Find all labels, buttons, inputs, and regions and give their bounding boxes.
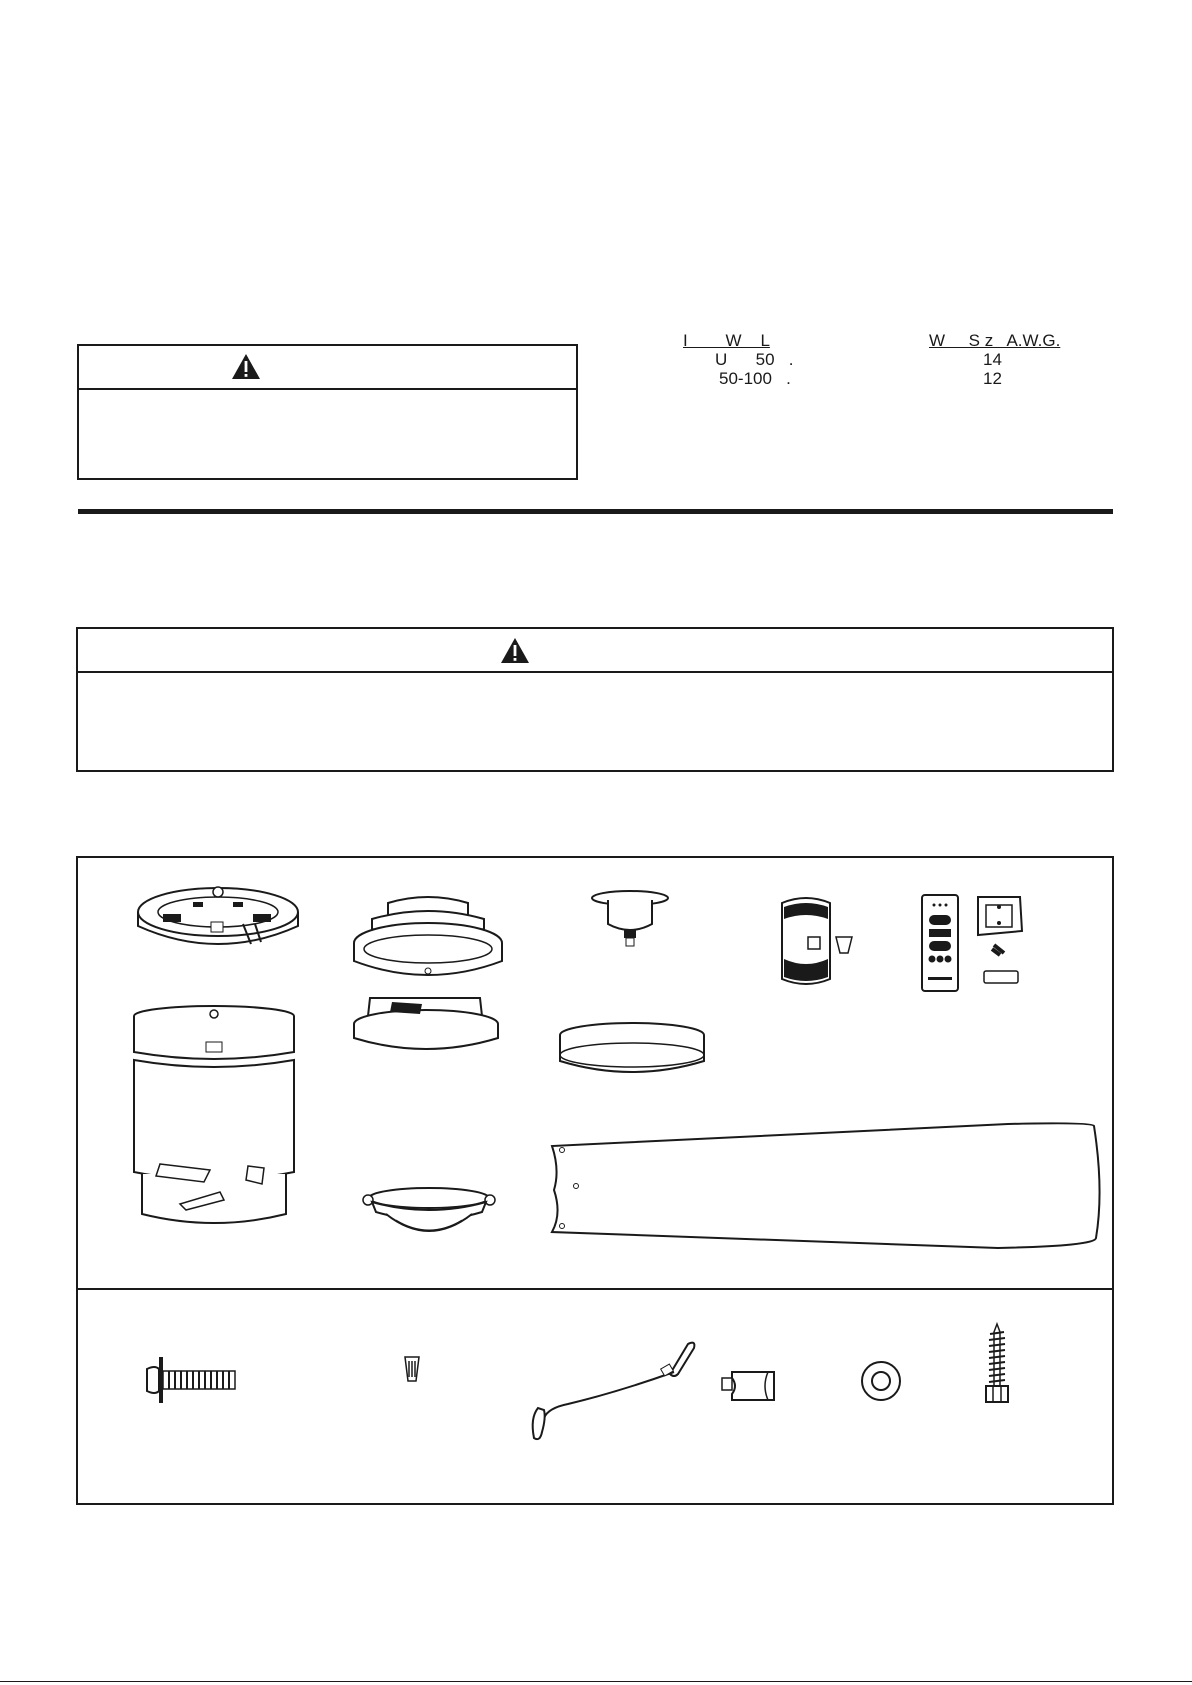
washer-illustration (860, 1360, 902, 1402)
light-adapter-illustration (590, 890, 670, 948)
remote-control-illustration (920, 893, 960, 993)
wire-nut-illustration (403, 1355, 421, 1383)
wire-table-header-length: I W L (683, 331, 770, 350)
wire-table-row1-size: 14 (983, 350, 1002, 369)
light-cover-illustration (556, 1021, 708, 1079)
wire-table-row2-length: 50-100 . (719, 369, 791, 388)
bolt-with-washer-illustration (145, 1355, 239, 1405)
section-divider (78, 509, 1113, 514)
safety-cable-illustration (528, 1338, 700, 1444)
remote-holder-illustration (974, 895, 1030, 987)
warning-box-wide (76, 627, 1114, 772)
wire-size-table (680, 331, 1080, 391)
motor-housing-illustration (130, 1004, 298, 1232)
parts-panel-divider (78, 1288, 1112, 1290)
switch-housing-illustration (352, 994, 500, 1056)
warning-box-wide-header (78, 629, 1112, 673)
balancing-clip-illustration (720, 1368, 778, 1404)
mounting-plate-illustration (133, 882, 303, 957)
wire-table-header-size: W S z A.W.G. (929, 331, 1061, 350)
fan-blade-illustration (548, 1120, 1102, 1250)
led-light-kit-illustration (362, 1184, 496, 1244)
warning-triangle-icon (231, 353, 261, 380)
wood-screw-illustration (984, 1322, 1010, 1408)
warning-triangle-icon (500, 637, 530, 664)
receiver-illustration (778, 893, 858, 985)
wire-table-row1-length: U 50 . (715, 350, 794, 369)
footer-line (0, 1681, 1192, 1682)
warning-box-small-header (79, 346, 576, 390)
canopy-illustration (352, 893, 504, 983)
wire-table-row2-size: 12 (983, 369, 1002, 388)
warning-box-small (77, 344, 578, 480)
